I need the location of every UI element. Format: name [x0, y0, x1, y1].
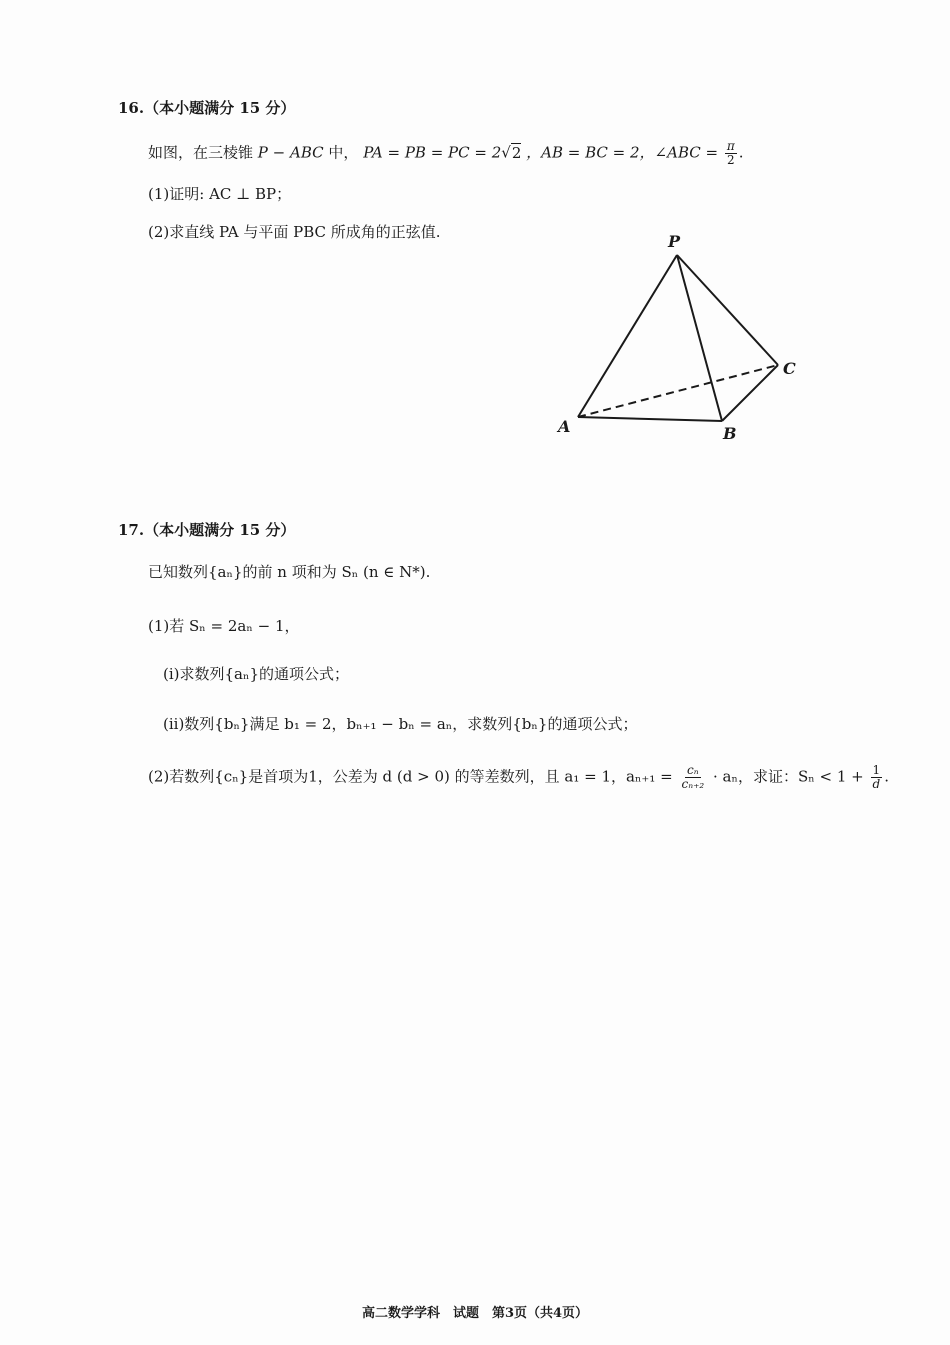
q16-header: 16.（本小题满分 15 分）	[118, 99, 296, 117]
q17-part2-b: · aₙ，求证：Sₙ < 1 +	[713, 767, 864, 786]
q17-part2-fraction2	[871, 764, 883, 791]
q16-stem-tetra: P − ABC	[257, 143, 324, 162]
q16-angle-num: π	[726, 139, 735, 153]
q17-stem: 已知数列{aₙ}的前 n 项和为 Sₙ (n ∈ N*).	[148, 563, 431, 581]
q17-frac-den: cₙ₊₂	[681, 777, 705, 791]
q17-frac-num: cₙ	[687, 763, 699, 777]
label-C: C	[783, 359, 796, 378]
q17-frac2-den: d	[872, 777, 881, 791]
edge-PA	[578, 255, 677, 417]
q16-angle-den: 2	[726, 153, 735, 167]
q17-part2: (2)若数列{cₙ}是首项为1，公差为 d (d > 0) 的等差数列，且 a₁ = 1，aₙ₊₁ = $\frac{\text{cₙ}}{\text{cₙ₊₂}}$ · aₙ，求证：Sₙ < 1 + $\frac{1}{d}$ .	[148, 763, 889, 791]
q16-stem-prefix: 如图，在三棱锥	[148, 143, 254, 162]
edge-AB	[578, 417, 722, 421]
q16-stem-mid: 中，	[328, 143, 359, 162]
q16-angle-fraction	[725, 140, 737, 167]
tetrahedron-svg	[540, 225, 820, 455]
q17-part1-i: (i)求数列{aₙ}的通项公式；	[163, 665, 350, 683]
q17-part1-ii: (ii)数列{bₙ}满足 b₁ = 2，bₙ₊₁ − bₙ = aₙ，求数列{bₙ}的通项公式；	[163, 715, 638, 733]
q17-header: 17.（本小题满分 15 分）	[118, 521, 296, 539]
label-B: B	[723, 424, 737, 443]
label-P: P	[668, 232, 681, 251]
q16-cond1: PA = PB = PC = 2	[363, 143, 502, 162]
label-A: A	[558, 417, 571, 436]
q17-part2-fraction	[679, 764, 706, 791]
q17-part2-a: (2)若数列{cₙ}是首项为1，公差为 d (d > 0) 的等差数列，且 a₁ = 1，aₙ₊₁ =	[148, 767, 673, 786]
q16-cond1-root: 2	[511, 143, 522, 162]
q16-part1: (1)证明: AC ⊥ BP；	[148, 185, 292, 203]
q16-cond2: ，AB = BC = 2，∠ABC =	[526, 143, 719, 162]
q17-frac2-num: 1	[872, 763, 881, 777]
edge-BC	[722, 365, 778, 421]
tetrahedron-figure	[540, 225, 820, 455]
page-footer: 高二数学学科 试题 第3页（共4页）	[361, 1306, 589, 1321]
q16-part2: (2)求直线 PA 与平面 PBC 所成角的正弦值.	[148, 223, 441, 241]
q17-part1: (1)若 Sₙ = 2aₙ − 1，	[148, 617, 300, 635]
q16-stem: 如图，在三棱锥 P − ABC 中， PA = PB = PC = 2√2 ，AB = BC = 2，∠ABC = $\frac{\pi}{2}$ .	[148, 139, 744, 167]
edge-AC-hidden	[578, 365, 778, 417]
sqrt-sign: √	[501, 143, 511, 162]
